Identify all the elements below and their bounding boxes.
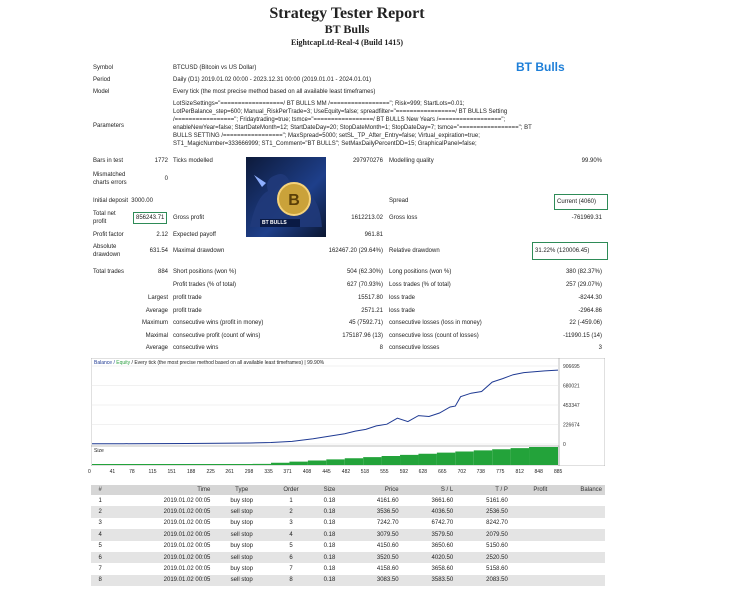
table-cell: 2079.50 <box>456 529 511 540</box>
bars-label: Bars in test <box>93 158 124 164</box>
deposit-label: Initial deposit <box>93 198 129 204</box>
size-bar <box>271 463 289 465</box>
table-row <box>91 495 605 506</box>
table-cell: sell stop <box>213 529 270 540</box>
x-axis-ticks <box>88 469 563 477</box>
table-cell: 2019.01.02 00:05 <box>109 506 213 517</box>
column-header: Price <box>347 485 402 495</box>
trades-value: 884 <box>157 269 168 275</box>
size-bar <box>382 456 400 465</box>
table-cell: sell stop <box>213 552 270 563</box>
table-cell: 8242.70 <box>486 520 508 527</box>
table-cell <box>511 506 550 517</box>
symbol-label: Symbol <box>93 65 114 71</box>
table-cell: 3 <box>289 520 293 527</box>
column-header: Balance <box>550 485 605 495</box>
mcloss-label: consecutive loss (count of losses) <box>389 333 479 339</box>
table-cell: 6742.70 <box>431 520 454 527</box>
x-tick-label: 151 <box>167 469 176 475</box>
size-bar <box>455 452 473 466</box>
table-cell: 5158.60 <box>486 566 508 573</box>
table-cell <box>550 518 605 529</box>
table-cell: 4020.50 <box>402 552 457 563</box>
average-profit-value: 2571.21 <box>361 308 383 314</box>
x-tick-label: 115 <box>148 469 157 475</box>
column-header: S / L <box>402 485 457 495</box>
table-cell: 2019.01.02 00:05 <box>163 543 211 550</box>
table-cell: 6 <box>91 552 109 563</box>
grossprofit-label: Gross profit <box>173 215 205 221</box>
table-cell: sell stop <box>213 506 270 517</box>
largest-label: Largest <box>147 295 168 301</box>
table-cell: 8 <box>91 575 109 586</box>
column-header: Time <box>109 485 213 495</box>
table-cell <box>550 552 605 563</box>
x-tick-label: 298 <box>244 469 254 475</box>
table-cell: 2 <box>270 506 312 517</box>
mcp-value: 175187.96 (13) <box>342 333 383 339</box>
table-cell: 3579.50 <box>402 529 457 540</box>
average-profit-label: profit trade <box>173 308 202 314</box>
pf-value: 2.12 <box>156 232 168 238</box>
trades-header-row <box>91 485 605 495</box>
table-cell <box>511 529 550 540</box>
x-tick-label: 78 <box>129 469 135 475</box>
table-cell: 3583.50 <box>402 575 457 586</box>
column-header: Type <box>213 485 270 495</box>
table-cell: 3650.60 <box>431 543 454 550</box>
y-tick-label: 680021 <box>563 383 580 390</box>
table-row <box>91 563 605 574</box>
table-cell <box>550 529 605 540</box>
table-cell <box>511 495 550 506</box>
size-baseline <box>92 464 254 465</box>
table-cell: 6 <box>270 552 312 563</box>
logo-caption: BT BULLS <box>262 220 287 226</box>
legend-description: / Every tick (the most precise method based on all available least timeframes) | 99.90% <box>130 360 325 366</box>
size-bar <box>289 462 307 465</box>
size-bar <box>529 447 558 465</box>
server-build: EightcapLtd-Real-4 (Build 1415) <box>290 38 403 47</box>
balance-chart-svg <box>91 358 605 466</box>
table-row <box>91 575 605 586</box>
mismatch-value: 0 <box>164 176 168 182</box>
mcw-label: consecutive wins (profit in money) <box>173 320 264 326</box>
column-header: Size <box>312 485 347 495</box>
ticks-label: Ticks modelled <box>173 158 213 164</box>
long-label: Long positions (won %) <box>389 269 452 275</box>
average-loss-value: -2964.86 <box>578 308 602 314</box>
x-tick-label: 408 <box>302 469 312 475</box>
y-tick-label: 226674 <box>563 422 580 429</box>
size-bar <box>418 454 436 465</box>
trades-table <box>91 485 605 586</box>
table-cell: 0.18 <box>312 529 347 540</box>
table-cell: 2019.01.02 00:05 <box>163 497 211 504</box>
x-tick-label: 188 <box>186 469 196 475</box>
report-title: Strategy Tester Report <box>269 5 425 22</box>
bt-bulls-logo <box>246 157 326 237</box>
size-bar <box>511 448 529 465</box>
largest-loss-label: loss trade <box>389 295 416 301</box>
x-tick-label: 665 <box>438 469 447 475</box>
x-tick-label: 225 <box>206 469 215 475</box>
x-tick-label: 371 <box>283 469 292 475</box>
table-cell: 2019.01.02 00:05 <box>163 520 211 527</box>
table-cell: buy stop <box>230 520 254 527</box>
long-value: 380 (82.37%) <box>565 269 602 275</box>
maxdd-label: Maximal drawdown <box>173 248 225 254</box>
deposit-value: 3000.00 <box>131 198 153 204</box>
size-bar <box>253 464 271 465</box>
x-tick-label: 555 <box>380 469 389 475</box>
pf-label: Profit factor <box>93 232 124 238</box>
x-tick-label: 518 <box>360 469 370 475</box>
x-tick-label: 592 <box>399 469 409 475</box>
table-cell: 4 <box>91 529 109 540</box>
maximal-label: Maximal <box>145 333 168 339</box>
table-cell: sell stop <box>213 575 270 586</box>
acl-label: consecutive losses <box>389 345 440 351</box>
short-value: 504 (62.30%) <box>346 269 383 275</box>
spread-label: Spread <box>389 198 409 204</box>
brand-label: BT Bulls <box>516 60 565 74</box>
x-tick-label: 628 <box>418 469 428 475</box>
table-cell: 5 <box>289 543 293 550</box>
x-tick-label: 775 <box>496 469 505 475</box>
maxdd-value: 162467.20 (29.64%) <box>328 248 383 254</box>
table-row <box>91 518 605 529</box>
table-cell: 0.18 <box>323 497 336 504</box>
size-bar <box>437 453 455 465</box>
table-row <box>91 552 605 563</box>
table-cell: buy stop <box>230 566 254 573</box>
size-bar <box>363 457 381 465</box>
period-label: Period <box>93 77 111 83</box>
grossloss-value: -761969.31 <box>571 215 602 221</box>
x-tick-label: 702 <box>457 469 466 475</box>
mcw-value: 45 (7592.71) <box>348 320 383 326</box>
table-cell: 0.18 <box>312 506 347 517</box>
table-cell: 5161.60 <box>486 497 508 504</box>
table-cell: 3520.50 <box>347 552 402 563</box>
netprofit-label-2: profit <box>93 219 107 225</box>
parameters-line: /================="; Fridaytrading=true; tsmce="=================/ BT BULLS New Years /=================="; <box>173 117 506 123</box>
table-cell <box>550 575 605 586</box>
table-cell <box>550 506 605 517</box>
parameters-line: enableNewYear=false; StartDateMonth=12; StartDateDay=20; StopDateMonth=1; StopDateDay=7; tsmce="================="; BT <box>173 125 532 131</box>
table-cell: 5 <box>98 543 102 550</box>
table-cell: 2 <box>91 506 109 517</box>
acl-value: 3 <box>598 345 602 351</box>
x-tick-label: 848 <box>534 469 543 475</box>
table-cell: 2019.01.02 00:05 <box>163 566 211 573</box>
y-tick-label: 906695 <box>563 364 580 370</box>
table-cell <box>550 495 605 506</box>
parameters-line: ST1_MagicNumber=333666999; ST1_Comment="BT BULLS"; SetMaxDailyPercentDD=15; GraphicalPanel=false; <box>173 141 477 147</box>
table-cell: 4 <box>270 529 312 540</box>
table-cell: 5150.60 <box>486 543 508 550</box>
largest-profit-label: profit trade <box>173 295 202 301</box>
chart-legend <box>94 360 324 366</box>
table-cell: 0.18 <box>312 552 347 563</box>
ptrades-label: Profit trades (% of total) <box>173 282 237 288</box>
mcl-label: consecutive losses (loss in money) <box>389 320 482 326</box>
table-cell <box>511 563 550 574</box>
mcl-value: 22 (-459.06) <box>569 320 602 326</box>
table-cell: 2019.01.02 00:05 <box>109 552 213 563</box>
size-label: Size <box>94 448 104 454</box>
ltrades-value: 257 (29.07%) <box>565 282 602 288</box>
y-tick-label: 453347 <box>563 403 580 409</box>
table-cell: 0.18 <box>323 520 336 527</box>
svg-text:B: B <box>288 192 300 209</box>
table-cell: 7 <box>289 566 293 573</box>
table-cell: 1 <box>289 497 293 504</box>
size-bar <box>308 461 326 466</box>
table-cell: buy stop <box>230 543 254 550</box>
table-cell: 2019.01.02 00:05 <box>109 529 213 540</box>
balance-chart <box>91 358 605 466</box>
acw-value: 8 <box>379 345 383 351</box>
table-cell: 3661.60 <box>431 497 454 504</box>
quality-label: Modelling quality <box>389 158 434 164</box>
table-cell: 0.18 <box>312 575 347 586</box>
parameters-line: BULLS SETTING /================="; MaxSpread=5000; setSL_TP_After_Entry=false; Virtual_expiration=true; <box>173 133 480 139</box>
size-bar <box>326 459 344 465</box>
size-bar <box>345 458 363 465</box>
column-header: T / P <box>456 485 511 495</box>
payoff-value: 961.81 <box>364 232 383 238</box>
table-cell: 3536.50 <box>347 506 402 517</box>
table-cell: 1 <box>98 497 102 504</box>
legend-balance: Balance <box>94 360 113 366</box>
table-cell: 4150.60 <box>376 543 399 550</box>
largest-loss-value: -8244.30 <box>578 295 602 301</box>
size-bar <box>400 455 418 465</box>
mcp-label: consecutive profit (count of wins) <box>173 333 261 339</box>
table-cell: 0.18 <box>323 566 336 573</box>
column-header: Profit <box>511 485 550 495</box>
symbol-value: BTCUSD (Bitcoin vs US Dollar) <box>173 65 257 71</box>
table-cell: buy stop <box>230 497 254 504</box>
mcloss-value: -11990.15 (14) <box>563 333 602 339</box>
table-cell <box>550 563 605 574</box>
table-cell: 3658.60 <box>431 566 454 573</box>
table-row <box>91 529 605 540</box>
grossprofit-value: 1612213.02 <box>351 215 383 221</box>
x-tick-label: 445 <box>322 469 331 475</box>
ltrades-label: Loss trades (% of total) <box>389 282 451 288</box>
table-row <box>91 506 605 517</box>
table-cell: 7242.70 <box>376 520 399 527</box>
size-bar <box>492 449 510 465</box>
bars-value: 1772 <box>154 158 168 164</box>
reldd-label: Relative drawdown <box>389 248 440 254</box>
table-cell <box>511 518 550 529</box>
table-cell: 2083.50 <box>456 575 511 586</box>
x-tick-label: 738 <box>476 469 485 475</box>
table-cell: 2019.01.02 00:05 <box>109 575 213 586</box>
table-cell: 4036.50 <box>402 506 457 517</box>
table-cell: 4158.60 <box>376 566 399 573</box>
x-tick-label: 812 <box>515 469 524 475</box>
reldd-value: 31.22% (120006.45) <box>532 242 608 260</box>
ea-name: BT Bulls <box>324 22 370 36</box>
table-cell: 0.18 <box>323 543 336 550</box>
average-cons-label: Average <box>145 345 168 351</box>
legend-equity: Equity <box>116 360 131 366</box>
netprofit-value: 856243.71 <box>133 212 167 224</box>
short-label: Short positions (won %) <box>173 269 237 275</box>
ptrades-value: 627 (70.93%) <box>346 282 383 288</box>
netprofit-label: Total net <box>93 211 116 217</box>
legend-separator: / <box>112 360 117 366</box>
x-tick-label: 482 <box>341 469 351 475</box>
average-label: Average <box>145 308 168 314</box>
table-cell: 3083.50 <box>347 575 402 586</box>
table-cell: 2520.50 <box>456 552 511 563</box>
acw-label: consecutive wins <box>173 345 219 351</box>
size-bar <box>474 450 492 465</box>
table-cell: 7 <box>98 566 102 573</box>
trades-label: Total trades <box>93 269 125 275</box>
table-row <box>91 541 605 552</box>
ticks-value: 297970276 <box>352 158 383 164</box>
mismatch-label-2: charts errors <box>93 180 127 186</box>
y-tick-label: 0 <box>563 442 566 448</box>
quality-value: 99.90% <box>581 158 602 164</box>
absdd-label: Absolute <box>93 244 117 250</box>
model-value: Every tick (the most precise method based on all available least timeframes) <box>173 89 376 95</box>
parameters-line: LotPerBalance_step=600; Manual_RiskPerTrade=3; UseEquity=false; spreadfilter="=================/ BT BULLS Setting <box>173 109 508 115</box>
average-loss-label: loss trade <box>389 308 416 314</box>
table-cell <box>511 575 550 586</box>
x-tick-label: 41 <box>109 469 116 475</box>
absdd-label-2: drawdown <box>93 252 121 258</box>
x-tick-label: 261 <box>225 469 234 475</box>
absdd-value: 631.54 <box>149 248 168 254</box>
x-tick-label: 0 <box>88 469 91 475</box>
x-tick-label: 885 <box>554 469 563 475</box>
table-cell: 3079.50 <box>347 529 402 540</box>
model-label: Model <box>93 89 110 95</box>
table-cell: 4161.60 <box>376 497 399 504</box>
table-cell: 3 <box>98 520 102 527</box>
spread-value: Current (4060) <box>554 194 608 210</box>
payoff-label: Expected payoff <box>173 232 216 238</box>
parameters-line: LotSizeSettings="==================/ BT BULLS MM /================="; Risk=999; StartLots=0.01; <box>173 101 465 107</box>
period-value: Daily (D1) 2019.01.02 00:00 - 2023.12.31 00:00 (2019.01.01 - 2024.01.01) <box>173 77 372 83</box>
x-tick-label: 335 <box>264 469 273 475</box>
table-cell: 2536.50 <box>456 506 511 517</box>
grossloss-label: Gross loss <box>389 215 418 221</box>
table-cell <box>511 541 550 552</box>
column-header: Order <box>270 485 312 495</box>
column-header: # <box>91 485 109 495</box>
parameters-label: Parameters <box>93 123 125 129</box>
largest-profit-value: 15517.80 <box>357 295 383 301</box>
maximum-label: Maximum <box>141 320 168 326</box>
table-cell <box>550 541 605 552</box>
mismatch-label: Mismatched <box>93 172 126 178</box>
table-cell <box>511 552 550 563</box>
table-cell: 8 <box>270 575 312 586</box>
